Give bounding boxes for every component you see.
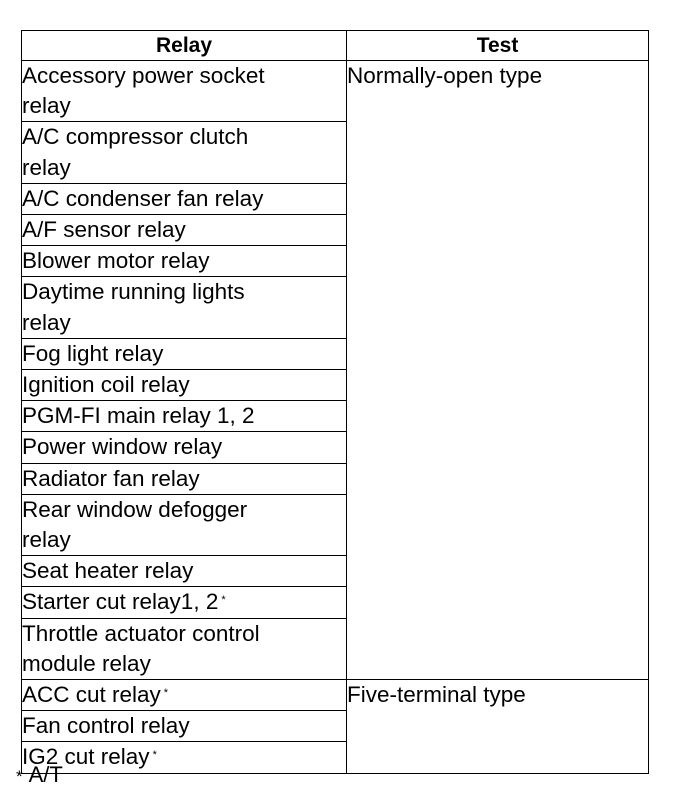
- relay-name-cell: [22, 61, 347, 122]
- footnote-reference-mark: *: [221, 594, 226, 607]
- footnote-text: A/T: [28, 762, 63, 787]
- relay-name-line: A/F sensor relay: [22, 217, 186, 243]
- test-type-cell: [347, 61, 649, 680]
- relay-name-line: PGM-FI main relay 1, 2: [22, 403, 255, 429]
- footnote-reference-mark: *: [152, 749, 157, 762]
- relay-name-line: Seat heater relay: [22, 558, 194, 584]
- header-test: Test: [347, 31, 649, 61]
- relay-name-line: Power window relay: [22, 434, 223, 460]
- table-body: [22, 61, 649, 774]
- relay-name-line: IG2 cut relay: [22, 744, 150, 770]
- relay-test-table: [21, 30, 649, 774]
- relay-name-cell: [22, 246, 347, 277]
- relay-name-line: module relay: [22, 650, 151, 676]
- relay-name-line: Starter cut relay1, 2: [22, 589, 219, 615]
- relay-name-line: Radiator fan relay: [22, 465, 200, 491]
- relay-name-cell: [22, 494, 347, 555]
- relay-name-line: relay: [22, 527, 71, 553]
- relay-name-line: relay: [22, 93, 71, 119]
- relay-name-cell: [22, 680, 347, 711]
- relay-name-line: A/C condenser fan relay: [22, 185, 264, 211]
- test-type-label: Normally-open type: [347, 63, 543, 88]
- relay-name-cell: [22, 587, 347, 618]
- test-type-cell: [347, 680, 649, 774]
- relay-name-line: Accessory power socket: [22, 63, 265, 88]
- footnote-marker: *: [16, 767, 23, 786]
- relay-name-cell: [22, 742, 347, 773]
- relay-name-line: ACC cut relay: [22, 682, 161, 708]
- relay-name-line: Fan control relay: [22, 713, 190, 739]
- relay-name-cell: [22, 432, 347, 463]
- relay-name-cell: [22, 370, 347, 401]
- relay-name-cell: [22, 401, 347, 432]
- relay-name-line: A/C compressor clutch: [22, 124, 249, 150]
- footnote: [16, 761, 63, 791]
- relay-name-cell: [22, 215, 347, 246]
- relay-name-line: Ignition coil relay: [22, 372, 190, 398]
- relay-name-cell: [22, 122, 347, 183]
- table-row: [22, 680, 649, 711]
- relay-name-line: Throttle actuator control: [22, 620, 260, 646]
- relay-name-line: Fog light relay: [22, 340, 164, 366]
- relay-name-cell: [22, 183, 347, 214]
- relay-name-line: Blower motor relay: [22, 248, 210, 274]
- relay-name-cell: [22, 556, 347, 587]
- relay-name-cell: [22, 711, 347, 742]
- footnote-reference-mark: *: [163, 687, 169, 700]
- relay-name-cell: [22, 463, 347, 494]
- relay-name-line: Rear window defogger: [22, 496, 248, 522]
- relay-name-cell: [22, 338, 347, 369]
- relay-name-cell: [22, 277, 347, 338]
- table-header-row: [22, 31, 649, 61]
- relay-name-line: relay: [22, 309, 71, 335]
- relay-name-line: Daytime running lights: [22, 279, 245, 305]
- table-row: [22, 61, 649, 122]
- header-relay: Relay: [22, 31, 347, 61]
- relay-name-cell: [22, 618, 347, 679]
- relay-name-line: relay: [22, 154, 71, 180]
- test-type-label: Five-terminal type: [347, 682, 526, 708]
